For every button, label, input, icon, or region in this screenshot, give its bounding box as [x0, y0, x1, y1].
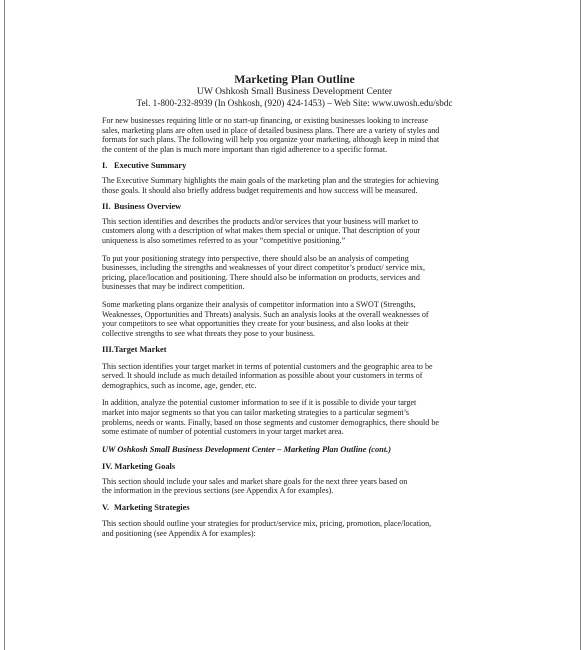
text-line: businesses, including the strengths and weaknesses of your direct competitor’s product/ service mix,: [102, 263, 425, 273]
continued-header: UW Oshkosh Small Business Development Center – Marketing Plan Outline (cont.): [102, 444, 392, 454]
document-title: Marketing Plan Outline: [234, 72, 355, 86]
section-heading-business-overview: [102, 202, 487, 212]
section-title: Executive Summary: [114, 161, 187, 171]
section-title: Business Overview: [114, 201, 182, 211]
section-heading-marketing-strategies: [102, 503, 487, 513]
text-line: problems, needs or wants. Finally, based on those segments and customer demographics, there should be: [102, 417, 439, 427]
section-heading-target-market: [102, 345, 487, 355]
section-number: V.: [102, 503, 110, 513]
text-line: Some marketing plans organize their analysis of competitor information into a SWOT (Strengths,: [102, 300, 416, 310]
section-heading-marketing-goals: IV. Marketing Goals: [102, 461, 176, 471]
section-title: Marketing Strategies: [114, 503, 190, 513]
organization-name: UW Oshkosh Small Business Development Center: [196, 86, 393, 97]
text-line: customers along with a description of what makes them special or unique. That description of your: [102, 226, 421, 236]
document-body: [102, 73, 487, 539]
text-line: demographics, such as income, age, gender, etc.: [102, 380, 257, 390]
text-line: businesses that may be indirect competition.: [102, 282, 245, 292]
text-line: uniqueness is also sometimes referred to as your “competitive positioning.”: [102, 236, 346, 246]
text-line: This section should outline your strategies for product/service mix, pricing, promotion, place/location,: [102, 519, 432, 529]
text-line: the content of the plan is much more important than rigid adherence to a specific format.: [102, 144, 388, 154]
text-line: collective strengths to see what threats they pose to your business.: [102, 328, 315, 338]
target-market-paragraph-1: [102, 362, 487, 391]
document-header: [102, 73, 487, 108]
text-line: those goals. It should also briefly address budget requirements and how success will be measured.: [102, 185, 418, 195]
page-border-right: [580, 0, 581, 650]
text-line: This section identifies your target market in terms of potential customers and the geographic area to be: [102, 361, 433, 371]
section-heading-executive-summary: [102, 161, 487, 171]
text-line: some estimate of number of potential customers in your target market area.: [102, 427, 344, 437]
business-overview-paragraph-1: [102, 217, 487, 246]
contact-line: Tel. 1-800-232-8939 (In Oshkosh, (920) 424-1453) – Web Site: www.uwosh.edu/sbdc: [136, 97, 453, 108]
text-line: formats for such plans. The following will help you organize your marketing, although keep in mind that: [102, 135, 440, 145]
text-line: the information in the previous sections (see Appendix A for examples).: [102, 486, 334, 496]
section-title: Target Market: [114, 345, 167, 355]
text-line: For new businesses requiring little or no start-up financing, or existing businesses looking to increase: [102, 116, 429, 125]
text-line: Weaknesses, Opportunities and Threats) analysis. Such an analysis looks at the overall weaknesses of: [102, 309, 429, 319]
text-line: sales, marketing plans are often used in place of detailed business plans. There are a variety of styles and: [102, 125, 440, 135]
marketing-strategies-paragraph: [102, 519, 487, 538]
business-overview-paragraph-3: [102, 300, 487, 338]
text-line: market into major segments so that you can tailor marketing strategies to a particular segment’s: [102, 408, 410, 418]
text-line: served. It should include as much detailed information as possible about your customers in terms of: [102, 371, 423, 381]
target-market-paragraph-2: [102, 398, 487, 436]
text-line: This section identifies and describes the products and/or services that your business will market to: [102, 216, 418, 226]
text-line: your competitors to see what opportunities they create for your business, and also looks at their: [102, 319, 409, 329]
text-line: To put your positioning strategy into perspective, there should also be an analysis of competing: [102, 253, 409, 263]
executive-summary-paragraph: [102, 176, 487, 195]
text-line: and positioning (see Appendix A for examples):: [102, 528, 256, 538]
text-line: This section should include your sales and market share goals for the next three years based on: [102, 476, 408, 486]
marketing-goals-paragraph: [102, 477, 487, 496]
text-line: In addition, analyze the potential customer information to see if it is possible to divide your target: [102, 398, 417, 408]
section-number: III.: [102, 345, 114, 355]
text-line: The Executive Summary highlights the main goals of the marketing plan and the strategies for achieving: [102, 176, 439, 186]
page-border-left: [4, 0, 5, 650]
section-number: I.: [102, 161, 108, 171]
section-number: II.: [102, 201, 111, 211]
intro-paragraph: [102, 116, 487, 154]
text-line: pricing, place/location and positioning. There should also be information on products, services and: [102, 272, 420, 282]
business-overview-paragraph-2: [102, 254, 487, 292]
